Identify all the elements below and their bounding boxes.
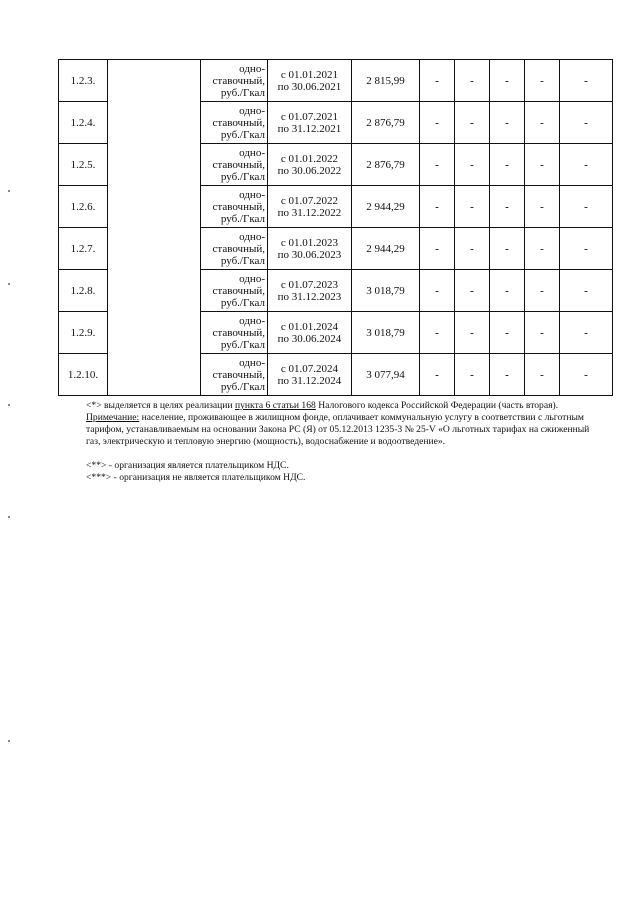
tariff-table <box>58 59 613 396</box>
footnote-vat-payer: <**> - организация является плательщиком НДС. <box>86 460 289 471</box>
period-line: по 30.06.2023 <box>277 248 342 261</box>
empty-value-cell: - <box>525 312 560 354</box>
tariff-type-line: руб./Гкал <box>220 338 265 351</box>
period-line: с 01.07.2022 <box>280 194 339 207</box>
empty-value-cell: - <box>490 354 525 396</box>
tariff-type-line: руб./Гкал <box>220 86 265 99</box>
tariff-type-cell <box>201 102 268 144</box>
tariff-type-line: одно- <box>239 104 265 117</box>
empty-value-cell: - <box>490 312 525 354</box>
period-line: с 01.07.2023 <box>280 278 339 291</box>
empty-value-cell: - <box>455 60 490 102</box>
row-number: 1.2.10. <box>59 354 108 396</box>
empty-value-cell: - <box>525 60 560 102</box>
tariff-type-line: ставочный, <box>212 158 265 171</box>
empty-value-cell: - <box>420 354 455 396</box>
table-row <box>59 60 613 102</box>
tariff-type-cell <box>201 144 268 186</box>
empty-value-cell: - <box>455 144 490 186</box>
footnote-vat-part: <*> выделяется в целях реализации пункта 6 статьи 168 Налогового кодекса Российской Федерации (часть вторая). <box>86 400 559 411</box>
group-cell <box>108 60 201 396</box>
tariff-type-line: руб./Гкал <box>220 254 265 267</box>
tariff-value: 2 815,99 <box>352 60 420 102</box>
period-line: с 01.01.2023 <box>280 236 339 249</box>
period-line: по 31.12.2021 <box>277 122 342 135</box>
period-line: по 30.06.2024 <box>277 332 342 345</box>
period-line: с 01.07.2021 <box>280 110 339 123</box>
empty-value-cell: - <box>455 270 490 312</box>
empty-value-cell: - <box>420 144 455 186</box>
scan-speck <box>8 740 10 742</box>
empty-value-cell: - <box>525 228 560 270</box>
period-line: с 01.01.2024 <box>280 320 339 333</box>
empty-value-cell: - <box>420 60 455 102</box>
tariff-type-line: одно- <box>239 272 265 285</box>
tariff-type-cell <box>201 60 268 102</box>
period-line: по 31.12.2024 <box>277 374 342 387</box>
tariff-type-line: ставочный, <box>212 74 265 87</box>
tax-code-link[interactable]: пункта 6 статьи 168 <box>234 400 316 411</box>
period-cell <box>268 312 352 354</box>
period-line: по 31.12.2022 <box>277 206 342 219</box>
empty-value-cell: - <box>525 144 560 186</box>
tariff-type-line: ставочный, <box>212 116 265 129</box>
empty-value-cell: - <box>455 354 490 396</box>
tariff-type-cell <box>201 354 268 396</box>
empty-value-cell: - <box>420 270 455 312</box>
row-number: 1.2.8. <box>59 270 108 312</box>
notes-block <box>86 400 606 484</box>
scan-speck <box>8 516 10 518</box>
empty-value-cell: - <box>525 354 560 396</box>
empty-value-cell: - <box>420 312 455 354</box>
row-number: 1.2.9. <box>59 312 108 354</box>
empty-value-cell: - <box>560 312 613 354</box>
empty-value-cell: - <box>420 102 455 144</box>
empty-value-cell: - <box>490 102 525 144</box>
empty-value-cell: - <box>455 102 490 144</box>
tariff-value: 3 018,79 <box>352 270 420 312</box>
tariff-type-line: ставочный, <box>212 284 265 297</box>
period-cell <box>268 270 352 312</box>
period-line: по 30.06.2021 <box>277 80 342 93</box>
footnote-vat-nonpayer: <***> - организация не является плательщиком НДС. <box>86 472 306 483</box>
period-line: с 01.01.2022 <box>280 152 339 165</box>
tariff-type-line: руб./Гкал <box>220 296 265 309</box>
empty-value-cell: - <box>525 270 560 312</box>
tariff-type-line: руб./Гкал <box>220 128 265 141</box>
tariff-value: 2 876,79 <box>352 144 420 186</box>
remark-label: Примечание: <box>86 412 140 423</box>
empty-value-cell: - <box>560 228 613 270</box>
tariff-type-line: одно- <box>239 230 265 243</box>
empty-value-cell: - <box>560 186 613 228</box>
row-number: 1.2.6. <box>59 186 108 228</box>
empty-value-cell: - <box>490 186 525 228</box>
period-line: с 01.07.2024 <box>280 362 339 375</box>
tariff-type-line: руб./Гкал <box>220 380 265 393</box>
empty-value-cell: - <box>490 270 525 312</box>
tariff-type-line: ставочный, <box>212 242 265 255</box>
empty-value-cell: - <box>455 186 490 228</box>
empty-value-cell: - <box>455 228 490 270</box>
footnote-mark: <*> <box>86 400 102 411</box>
period-line: по 30.06.2022 <box>277 164 342 177</box>
tariff-value: 2 876,79 <box>352 102 420 144</box>
remark-paragraph: Примечание: население, проживающее в жилищном фонде, оплачивает коммунальную услугу в соответствии с льготным тарифом, устанавливаемым на основании Закона РС (Я) от 05.12.2013 1235-3 № 25-V «О льготных тарифах на сжиженный газ, электрическую и тепловую энергию (мощность), водоснабжение и водоотведение». <box>86 412 590 447</box>
tariff-type-line: одно- <box>239 356 265 369</box>
tariff-type-line: одно- <box>239 188 265 201</box>
empty-value-cell: - <box>490 60 525 102</box>
empty-value-cell: - <box>490 228 525 270</box>
scan-speck <box>8 190 10 192</box>
tariff-type-cell <box>201 312 268 354</box>
tariff-type-cell <box>201 270 268 312</box>
empty-value-cell: - <box>455 312 490 354</box>
empty-value-cell: - <box>560 354 613 396</box>
tariff-type-line: ставочный, <box>212 326 265 339</box>
period-line: по 31.12.2023 <box>277 290 342 303</box>
scan-speck <box>8 283 10 285</box>
row-number: 1.2.3. <box>59 60 108 102</box>
empty-value-cell: - <box>560 60 613 102</box>
tariff-type-line: ставочный, <box>212 368 265 381</box>
period-cell <box>268 186 352 228</box>
period-cell <box>268 354 352 396</box>
period-line: с 01.01.2021 <box>280 68 339 81</box>
tariff-type-line: руб./Гкал <box>220 212 265 225</box>
empty-value-cell: - <box>420 228 455 270</box>
tariff-type-line: одно- <box>239 146 265 159</box>
period-cell <box>268 102 352 144</box>
tariff-type-line: одно- <box>239 314 265 327</box>
empty-value-cell: - <box>560 102 613 144</box>
scan-speck <box>8 404 10 406</box>
row-number: 1.2.7. <box>59 228 108 270</box>
tariff-type-line: одно- <box>239 62 265 75</box>
empty-value-cell: - <box>490 144 525 186</box>
tariff-type-line: руб./Гкал <box>220 170 265 183</box>
empty-value-cell: - <box>525 102 560 144</box>
period-cell <box>268 228 352 270</box>
period-cell <box>268 144 352 186</box>
empty-value-cell: - <box>560 270 613 312</box>
tariff-type-cell <box>201 228 268 270</box>
empty-value-cell: - <box>560 144 613 186</box>
tariff-type-line: ставочный, <box>212 200 265 213</box>
period-cell <box>268 60 352 102</box>
tariff-value: 3 077,94 <box>352 354 420 396</box>
tariff-value: 2 944,29 <box>352 186 420 228</box>
tariff-value: 3 018,79 <box>352 312 420 354</box>
row-number: 1.2.4. <box>59 102 108 144</box>
row-number: 1.2.5. <box>59 144 108 186</box>
tariff-value: 2 944,29 <box>352 228 420 270</box>
tariff-type-cell <box>201 186 268 228</box>
tariff-table-body <box>59 60 613 396</box>
empty-value-cell: - <box>525 186 560 228</box>
empty-value-cell: - <box>420 186 455 228</box>
